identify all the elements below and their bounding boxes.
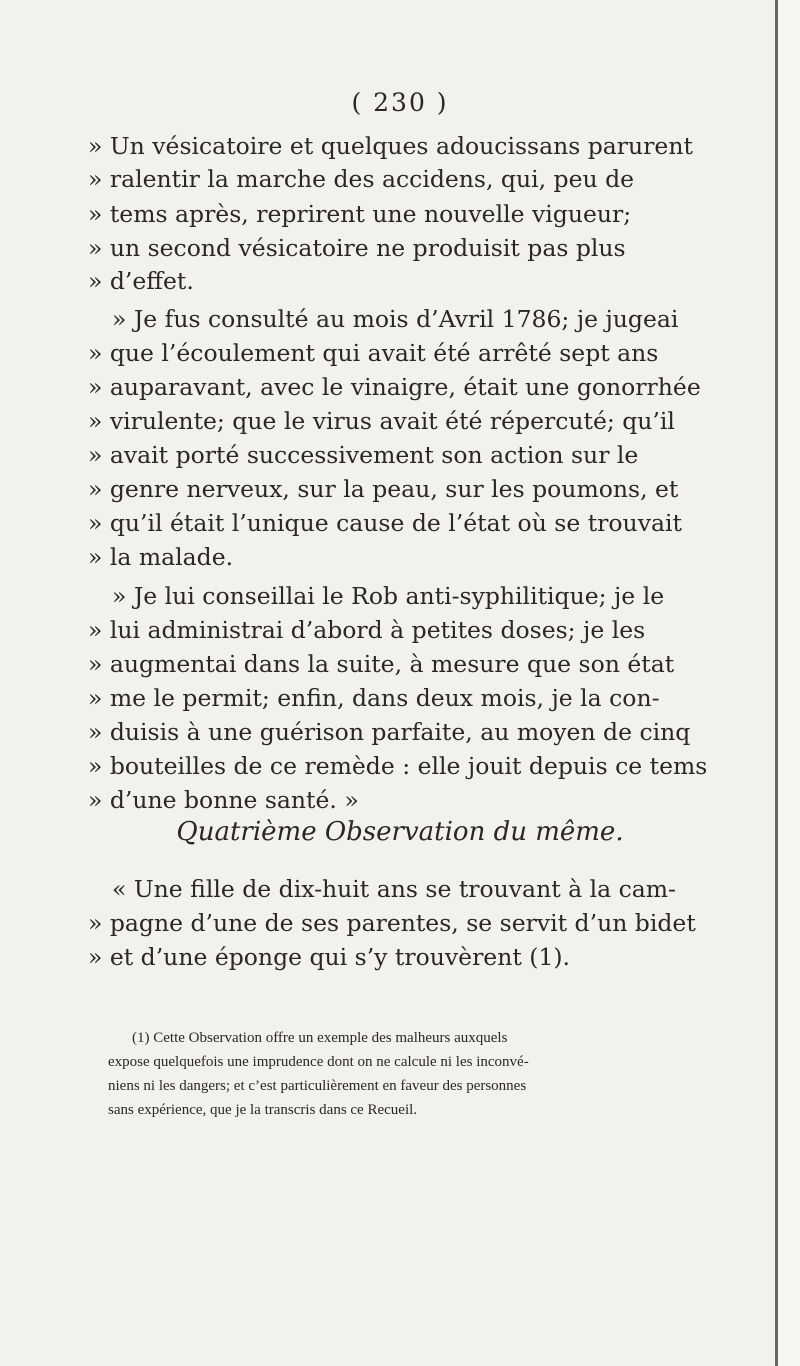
body-line: » Je lui conseillai le Rob anti-syphilitique; je le bbox=[112, 582, 665, 610]
page-edge-rule bbox=[775, 0, 778, 1366]
footnote-line: expose quelquefois une imprudence dont on ne calcule ni les inconvé- bbox=[108, 1054, 529, 1070]
body-line: » Je fus consulté au mois d’Avril 1786; je jugeai bbox=[112, 305, 679, 333]
body-line: » qu’il était l’unique cause de l’état où se trouvait bbox=[88, 509, 682, 537]
body-line: » ralentir la marche des accidens, qui, peu de bbox=[88, 165, 635, 193]
page-margin bbox=[778, 0, 800, 1366]
section-heading: Quatrième Observation du même. bbox=[176, 817, 624, 847]
body-line: » genre nerveux, sur la peau, sur les poumons, et bbox=[88, 475, 679, 503]
body-line: » me le permit; enfin, dans deux mois, je la con- bbox=[88, 684, 660, 712]
observation-line: » pagne d’une de ses parentes, se servit d’un bidet bbox=[88, 909, 696, 937]
body-line: » d’une bonne santé. » bbox=[88, 786, 359, 814]
body-line: » bouteilles de ce remède : elle jouit depuis ce tems bbox=[88, 752, 708, 780]
observation-line: » et d’une éponge qui s’y trouvèrent (1). bbox=[88, 943, 571, 971]
page-number: ( 230 ) bbox=[351, 88, 449, 117]
body-line: » auparavant, avec le vinaigre, était une gonorrhée bbox=[88, 373, 701, 401]
body-line: » augmentai dans la suite, à mesure que son état bbox=[88, 650, 675, 678]
body-line: » un second vésicatoire ne produisit pas plus bbox=[88, 234, 626, 262]
body-line: » avait porté successivement son action sur le bbox=[88, 441, 639, 469]
body-line: » duisis à une guérison parfaite, au moyen de cinq bbox=[88, 718, 691, 746]
footnote-line: sans expérience, que je la transcris dans ce Recueil. bbox=[108, 1102, 418, 1118]
body-line: » lui administrai d’abord à petites doses; je les bbox=[88, 616, 646, 644]
observation-line: « Une fille de dix-huit ans se trouvant à la cam- bbox=[112, 875, 676, 903]
body-line: » que l’écoulement qui avait été arrêté sept ans bbox=[88, 339, 659, 367]
body-line: » Un vésicatoire et quelques adoucissans parurent bbox=[88, 132, 693, 160]
body-line: » la malade. bbox=[88, 543, 234, 571]
footnote-line: (1) Cette Observation offre un exemple des malheurs auxquels bbox=[132, 1030, 508, 1046]
footnote-line: niens ni les dangers; et c’est particulièrement en faveur des personnes bbox=[108, 1078, 527, 1094]
body-line: » virulente; que le virus avait été répercuté; qu’il bbox=[88, 407, 675, 435]
body-line: » tems après, reprirent une nouvelle vigueur; bbox=[88, 200, 632, 228]
body-line: » d’effet. bbox=[88, 267, 194, 295]
